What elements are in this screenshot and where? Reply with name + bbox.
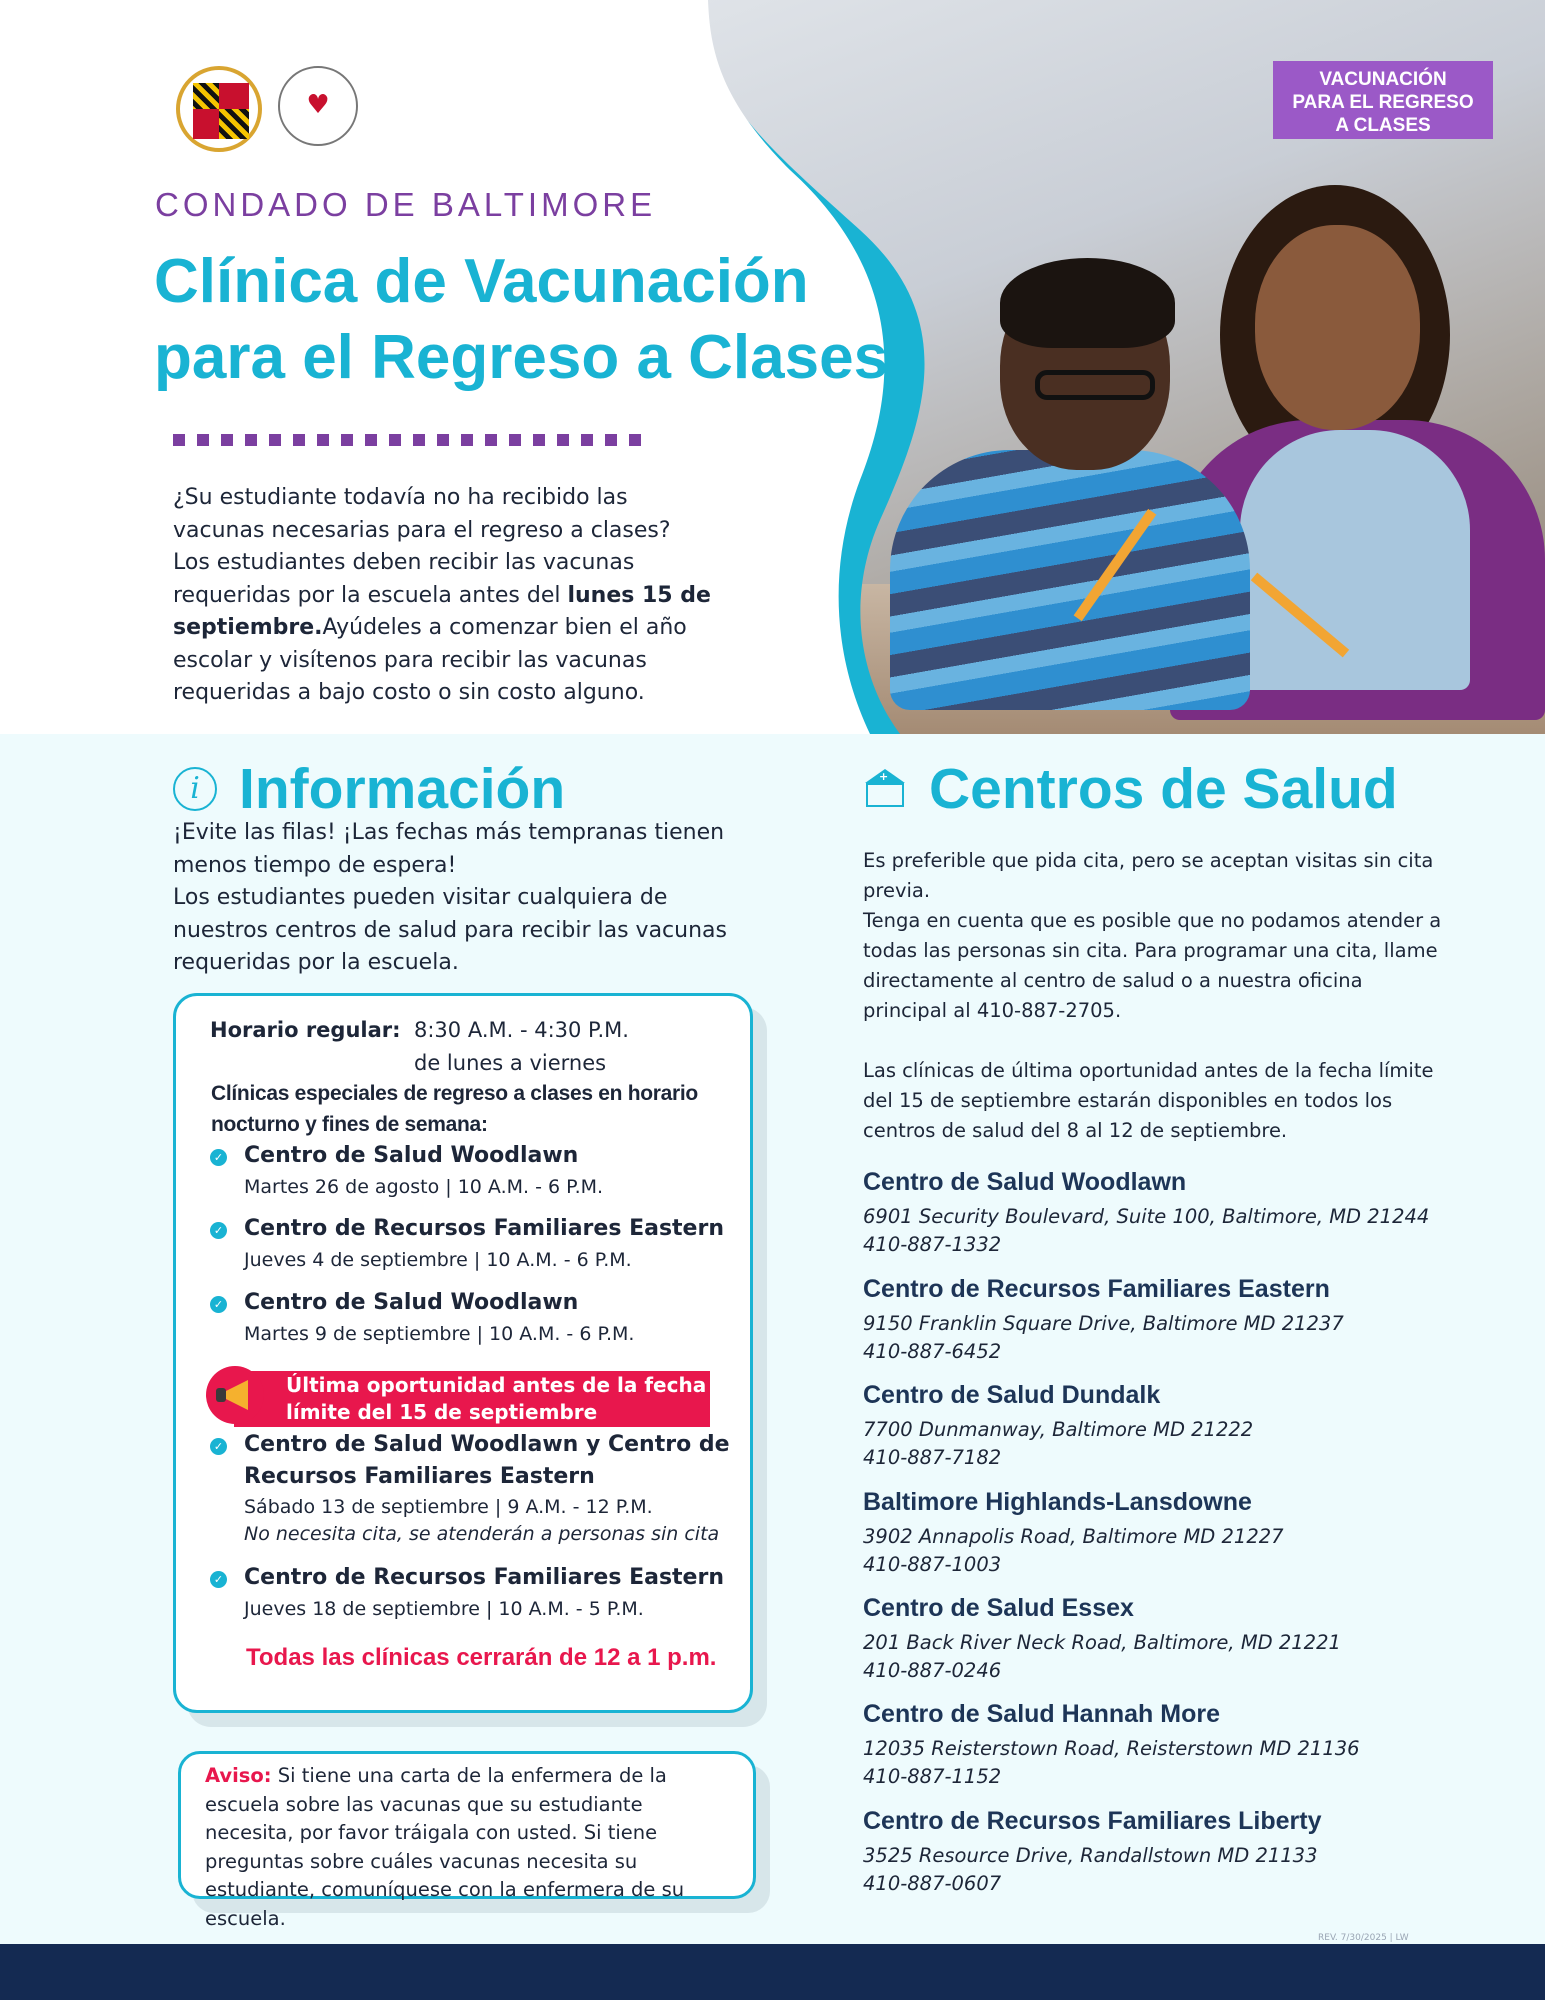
center-address: 7700 Dunmanway, Baltimore MD 21222 — [863, 1418, 1254, 1441]
health-center — [863, 1591, 1503, 1685]
center-name: Baltimore Highlands-Lansdowne — [863, 1488, 1252, 1516]
informacion-text: ¡Evite las filas! ¡Las fechas más tempranas tienen menos tiempo de espera! Los estudiantes pueden visitar cualquiera de nuestros centros de salud para recibir las vacunas requeridas por la escuela. — [173, 820, 727, 975]
hero-section — [0, 0, 1545, 734]
clinic-hours-box: Horario regular: 8:30 A.M. - 4:30 P.M. de lunes a viernes Clínicas especiales de regreso a clases en horario nocturno y fines de semana: ✓ Centro de Salud Woodlawn Martes 26 de agosto | 10 A.M. - 6 P.M. ✓ Centro de Recursos Familiares Eastern Jueves 4 de septiembre | 10 A.M. - 6 P.M. ✓ Centro de Salud Woodlawn Martes 9 de septiembre | 10 A.M. - 6 P.M. Última oportunidad antes de la fecha límite del 15 de septiembre ✓ Centro de Salud Woodlawn y Centro de Recursos Familiares Eastern Sábado 13 de septiembre | 9 A.M. - 12 P.M. No necesita cita, se atenderán a personas sin cita ✓ Centro de Recursos Familiares Eastern Jueves 18 de septiembre | 10 A.M. - 5 P.M. Todas las clínicas cerrarán de 12 a 1 p.m. — [173, 993, 753, 1713]
health-center — [863, 1485, 1503, 1579]
check-icon: ✓ — [210, 1296, 227, 1313]
county-kicker: CONDADO DE BALTIMORE — [155, 186, 657, 223]
center-address: 201 Back River Neck Road, Baltimore, MD 21221 — [863, 1631, 1341, 1654]
notice-label: Aviso: — [205, 1764, 272, 1787]
health-center — [863, 1804, 1503, 1898]
center-address: 12035 Reisterstown Road, Reisterstown MD 21136 — [863, 1737, 1360, 1760]
notice-text: Si tiene una carta de la enfermera de la escuela sobre las vacunas que su estudiante necesita, por favor tráigala con usted. Si tiene preguntas sobre cuáles vacunas necesita su estudiante, comuníquese con la enfermera de su escuela. — [205, 1764, 685, 1930]
check-icon: ✓ — [210, 1571, 227, 1588]
center-phone: 410-887-7182 — [863, 1446, 1002, 1469]
center-phone: 410-887-6452 — [863, 1340, 1002, 1363]
center-phone: 410-887-1003 — [863, 1553, 1002, 1576]
health-center — [863, 1165, 1503, 1259]
revision-note: REV. 7/30/2025 | LW — [1318, 1933, 1409, 1943]
check-icon: ✓ — [210, 1149, 227, 1166]
info-icon: i — [173, 767, 217, 811]
center-address: 3902 Annapolis Road, Baltimore MD 21227 — [863, 1525, 1284, 1548]
center-name: Centro de Recursos Familiares Eastern — [863, 1275, 1330, 1303]
center-address: 9150 Franklin Square Drive, Baltimore MD 21237 — [863, 1312, 1344, 1335]
clinic-building-icon: + — [863, 769, 907, 809]
center-name: Centro de Salud Dundalk — [863, 1381, 1161, 1409]
megaphone-icon — [206, 1366, 264, 1424]
health-center — [863, 1697, 1503, 1791]
center-phone: 410-887-0246 — [863, 1659, 1002, 1682]
health-center — [863, 1272, 1503, 1366]
intro-paragraph: ¿Su estudiante todavía no ha recibido las vacunas necesarias para el regreso a clases? Los estudiantes deben recibir las vacunas requeridas por la escuela antes del lunes 15 de septiembre.Ayúdeles a comenzar bien el año escolar y visítenos para recibir las vacunas requeridas a bajo costo o sin costo alguno. — [173, 485, 711, 705]
informacion-heading: i Información — [173, 756, 565, 822]
center-name: Centro de Salud Hannah More — [863, 1700, 1220, 1728]
special-clinics-heading: Clínicas especiales de regreso a clases en horario nocturno y fines de semana: — [211, 1082, 698, 1136]
page-title — [154, 244, 914, 396]
department-of-health-logo: ♥ — [272, 66, 364, 152]
centros-heading: + Centros de Salud — [863, 756, 1398, 822]
center-address: 6901 Security Boulevard, Suite 100, Baltimore, MD 21244 — [863, 1205, 1430, 1228]
title-line-2: para el Regreso a Clases — [154, 323, 889, 392]
last-chance-banner: Última oportunidad antes de la fecha límite del 15 de septiembre — [234, 1371, 710, 1427]
logos — [176, 66, 364, 152]
dotted-divider — [173, 434, 641, 446]
center-phone: 410-887-0607 — [863, 1872, 1002, 1895]
notice-box — [178, 1751, 756, 1930]
title-line-1: Clínica de Vacunación — [154, 247, 809, 316]
check-icon: ✓ — [210, 1438, 227, 1455]
check-icon: ✓ — [210, 1222, 227, 1239]
center-phone: 410-887-1332 — [863, 1233, 1002, 1256]
campaign-badge: VACUNACIÓN PARA EL REGRESO A CLASES — [1273, 61, 1493, 139]
center-address: 3525 Resource Drive, Randallstown MD 21133 — [863, 1844, 1318, 1867]
center-name: Centro de Salud Essex — [863, 1594, 1134, 1622]
baltimore-county-seal-logo — [176, 66, 262, 152]
center-name: Centro de Recursos Familiares Liberty — [863, 1807, 1322, 1835]
centros-text: Es preferible que pida cita, pero se aceptan visitas sin cita previa. Tenga en cuenta que es posible que no podamos atender a todas las personas sin cita. Para programar una cita, llame directamente al centro de salud o a nuestra oficina principal al 410-887-2705. Las clínicas de última oportunidad antes de la fecha límite del 15 de septiembre estarán disponibles en todos los centros de salud del 8 al 12 de septiembre. — [863, 849, 1442, 1142]
center-name: Centro de Salud Woodlawn — [863, 1168, 1187, 1196]
health-center — [863, 1378, 1503, 1472]
closed-hours-note: Todas las clínicas cerrarán de 12 a 1 p.m. — [246, 1644, 717, 1671]
center-phone: 410-887-1152 — [863, 1765, 1002, 1788]
footer-bar — [0, 1944, 1545, 2000]
